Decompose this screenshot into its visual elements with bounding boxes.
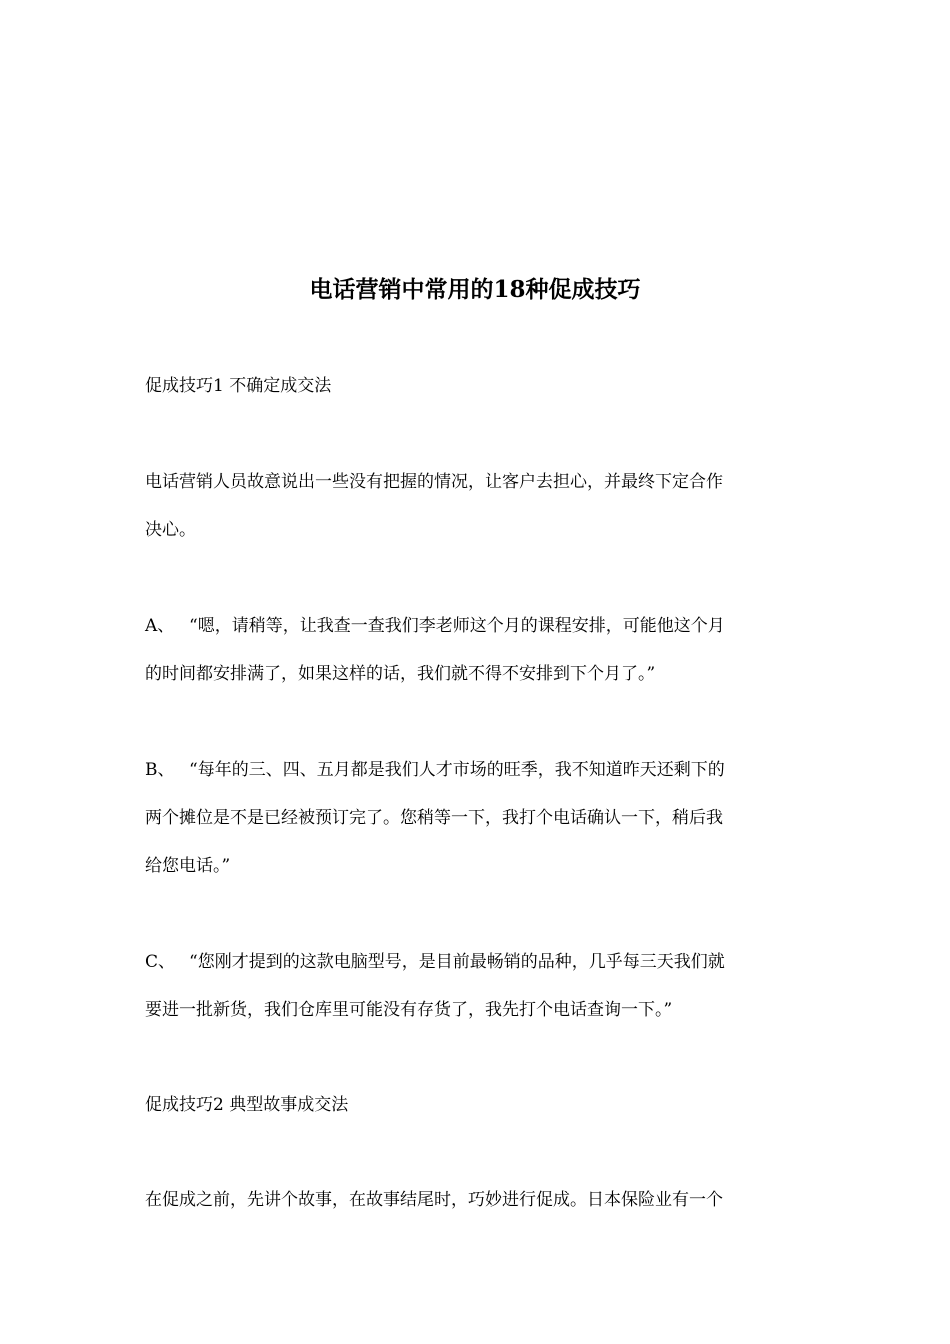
example-c-line-2: 要进一批新货，我们仓库里可能没有存货了，我先打个电话查询一下。” xyxy=(145,1000,673,1020)
example-c-label: C、 xyxy=(145,952,176,972)
section-1-heading: 促成技巧1 不确定成交法 xyxy=(145,376,332,396)
example-b-label: B、 xyxy=(145,760,175,780)
example-c xyxy=(145,938,805,1034)
section-2-heading: 促成技巧2 典型故事成交法 xyxy=(145,1095,349,1115)
example-c-text-1: “您刚才提到的这款电脑型号，是目前最畅销的品种，几乎每三天我们就 xyxy=(189,952,725,972)
example-b xyxy=(145,746,805,890)
section-1-intro-line-1: 电话营销人员故意说出一些没有把握的情况，让客户去担心，并最终下定合作 xyxy=(145,472,723,492)
example-a-line-2: 的时间都安排满了，如果这样的话，我们就不得不安排到下个月了。” xyxy=(145,664,656,684)
section-1-intro xyxy=(145,458,805,554)
section-2-intro xyxy=(145,1176,805,1224)
document-title: 电话营销中常用的18种促成技巧 xyxy=(309,276,641,303)
example-a-label: A、 xyxy=(145,616,175,636)
example-b-line-1 xyxy=(145,746,805,794)
example-a-text-1: “嗯，请稍等，让我查一查我们李老师这个月的课程安排，可能他这个月 xyxy=(189,616,725,636)
example-b-line-2: 两个摊位是不是已经被预订完了。您稍等一下，我打个电话确认一下，稍后我 xyxy=(145,808,723,828)
example-b-line-3: 给您电话。” xyxy=(145,856,231,876)
section-1-intro-line-2: 决心。 xyxy=(145,520,196,540)
section-2-intro-line-1: 在促成之前，先讲个故事，在故事结尾时，巧妙进行促成。日本保险业有一个 xyxy=(145,1190,723,1210)
example-c-line-1 xyxy=(145,938,805,986)
example-a xyxy=(145,602,805,698)
example-b-text-1: “每年的三、四、五月都是我们人才市场的旺季，我不知道昨天还剩下的 xyxy=(189,760,725,780)
example-a-line-1 xyxy=(145,602,805,650)
